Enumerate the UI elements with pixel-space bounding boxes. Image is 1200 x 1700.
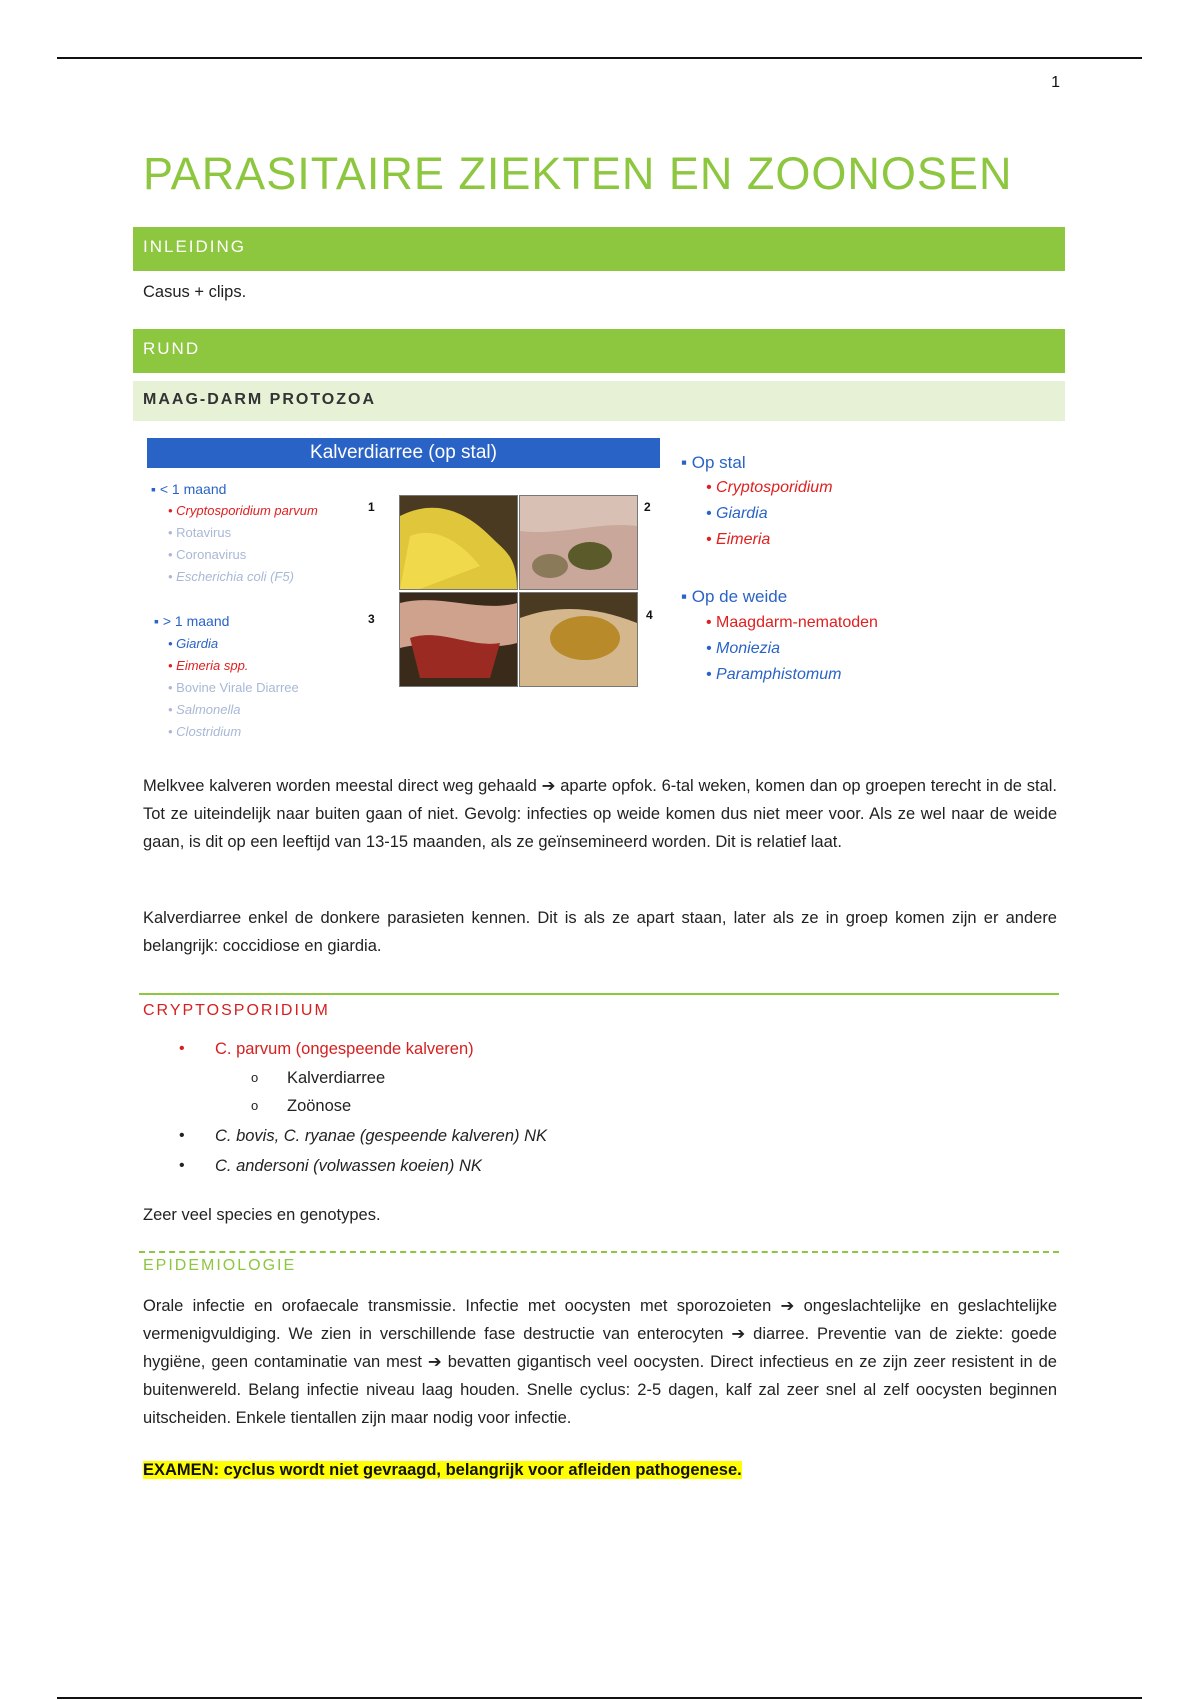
heading-cryptosporidium: CRYPTOSPORIDIUM — [143, 1002, 330, 1019]
photo-number: 3 — [368, 612, 375, 626]
group2-item: • Bovine Virale Diarree — [168, 680, 299, 695]
document-title: PARASITAIRE ZIEKTEN EN ZOONOSEN — [143, 148, 1013, 199]
bullet-icon: • — [179, 1157, 185, 1174]
dashed-divider — [139, 1251, 1059, 1253]
crypto-list-item: C. bovis, C. ryanae (gespeende kalveren) NK — [215, 1127, 547, 1145]
right-heading-op-de-weide: ▪ Op de weide — [681, 587, 788, 606]
crypto-list-item: C. parvum (ongespeende kalveren) — [215, 1040, 474, 1058]
group1-label: ▪ < 1 maand — [151, 481, 227, 497]
crypto-sub-item: Kalverdiarree — [287, 1069, 386, 1087]
crypto-sub-item: Zoönose — [287, 1097, 352, 1115]
group2-item: • Clostridium — [168, 724, 242, 739]
op-de-weide-item: • Maagdarm-nematoden — [706, 614, 878, 631]
section-divider — [139, 993, 1059, 995]
crypto-list-item: C. andersoni (volwassen koeien) NK — [215, 1157, 482, 1175]
bullet-icon: • — [179, 1040, 185, 1057]
exam-note-highlight: EXAMEN: cyclus wordt niet gevraagd, belangrijk voor afleiden pathogenese. — [143, 1461, 742, 1479]
slide-figure — [146, 433, 911, 751]
exam-note — [143, 1456, 1057, 1484]
slide-header: Kalverdiarree (op stal) — [147, 438, 660, 468]
group2-label: ▪ > 1 maand — [154, 613, 230, 629]
header-rule — [57, 57, 1142, 59]
paragraph-epidemiologie: Orale infectie en orofaecale transmissie. Infectie met oocysten met sporozoieten ➔ ongeslachtelijke en geslachtelijke vermenigvuldiging. We zien in verschillende fase destructie van enterocyten ➔ diarree. Preventie van de ziekte: goede hygiëne, geen contaminatie van mest ➔ bevatten gigantisch veel oocysten. Direct infectieus en ze zijn zeer resistent in de buitenwereld. Belang infectie niveau laag houden. Snelle cyclus: 2-5 dagen, kalf zal zeer snel al zelf oocysten beginnen uitscheiden. Enkele tientallen zijn maar nodig voor infectie. — [143, 1297, 1057, 1427]
species-text: Zeer veel species en genotypes. — [143, 1206, 381, 1224]
circle-bullet-icon: o — [251, 1098, 259, 1113]
bullet-icon: • — [179, 1127, 185, 1144]
section-heading-inleiding: INLEIDING — [133, 227, 1065, 271]
heading-epidemiologie: EPIDEMIOLOGIE — [143, 1257, 297, 1274]
calf-diarrhea-photo — [519, 592, 638, 687]
circle-bullet-icon: o — [251, 1070, 259, 1085]
group2-item: • Giardia — [168, 636, 219, 651]
op-stal-item: • Giardia — [706, 505, 768, 522]
footer-rule — [57, 1697, 1142, 1699]
group1-item: • Rotavirus — [168, 525, 232, 540]
right-heading-op-stal: ▪ Op stal — [681, 453, 746, 472]
inleiding-text: Casus + clips. — [143, 283, 247, 301]
photo-number: 1 — [368, 500, 375, 514]
subsection-heading-maag-darm: MAAG-DARM PROTOZOA — [133, 381, 1065, 421]
photo-number: 2 — [644, 500, 651, 514]
group2-item: • Salmonella — [168, 702, 241, 717]
section-heading-rund: RUND — [133, 329, 1065, 373]
calf-diarrhea-photo — [399, 592, 518, 687]
op-de-weide-item: • Moniezia — [706, 640, 781, 657]
group2-item: • Eimeria spp. — [168, 658, 249, 673]
op-stal-item: • Cryptosporidium — [706, 479, 833, 496]
group1-item: • Escherichia coli (F5) — [168, 569, 294, 584]
calf-diarrhea-photo — [399, 495, 518, 590]
group1-item: • Coronavirus — [168, 547, 247, 562]
op-stal-item: • Eimeria — [706, 531, 771, 548]
paragraph-kalverdiarree: Kalverdiarree enkel de donkere parasieten kennen. Dit is als ze apart staan, later als ze in groep komen zijn er andere belangrijk: coccidiose en giardia. — [143, 909, 1057, 955]
group1-item: • Cryptosporidium parvum — [168, 503, 318, 518]
photo-number: 4 — [646, 608, 653, 622]
calf-diarrhea-photo — [519, 495, 638, 590]
paragraph-melkvee: Melkvee kalveren worden meestal direct weg gehaald ➔ aparte opfok. 6-tal weken, komen dan op groepen terecht in de stal. Tot ze uiteindelijk naar buiten gaan of niet. Gevolg: infecties op weide komen dus niet meer voor. Als ze wel naar de weide gaan, is dit op een leeftijd van 13-15 maanden, als ze geïnsemineerd worden. Dit is relatief laat. — [143, 777, 1057, 851]
page-number: 1 — [1051, 74, 1060, 91]
op-de-weide-item: • Paramphistomum — [706, 666, 842, 683]
